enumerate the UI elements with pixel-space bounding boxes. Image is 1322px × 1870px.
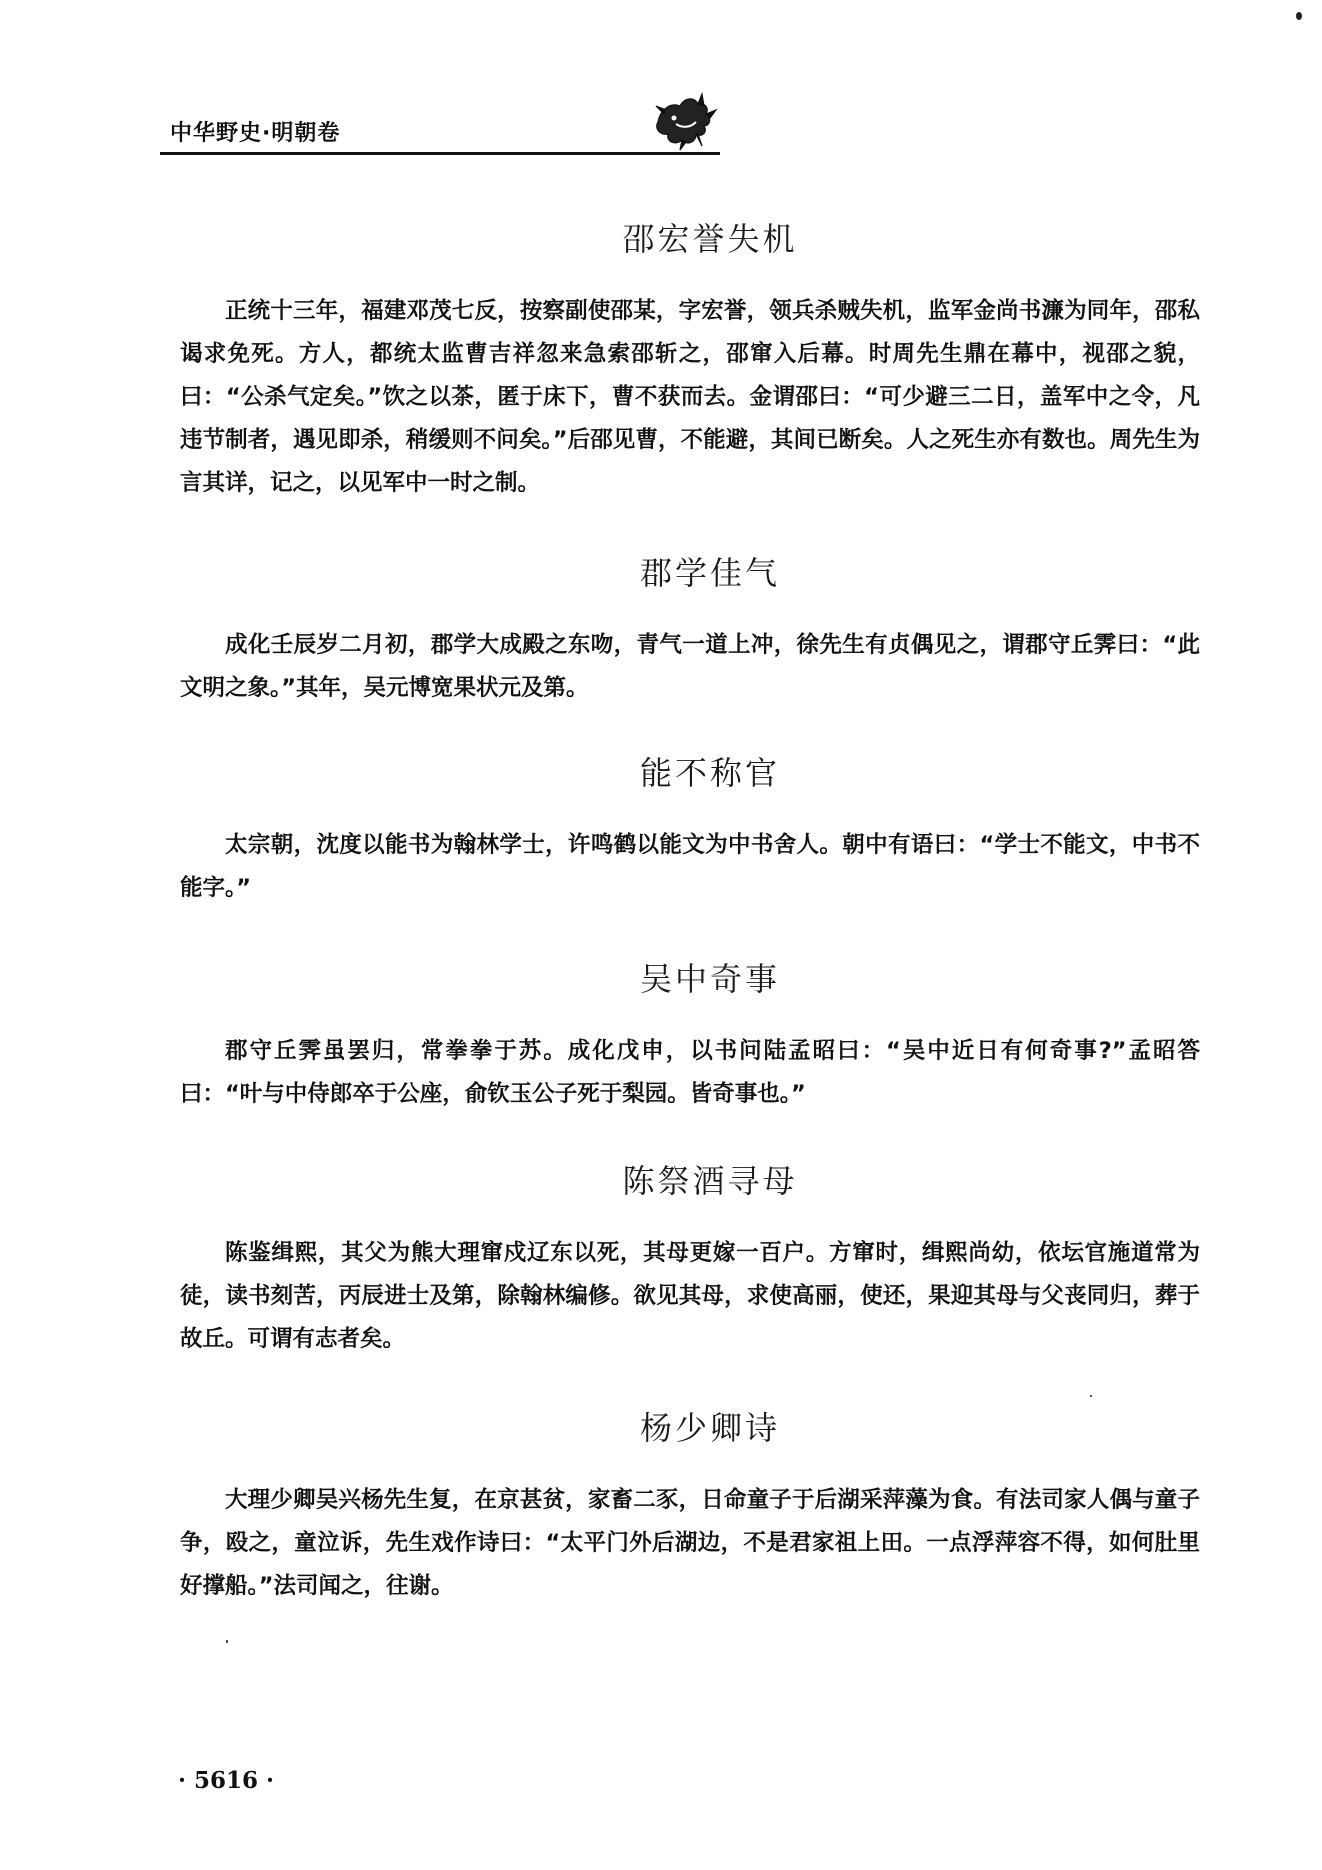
article-title: 陈祭酒寻母 [622,1162,798,1200]
article-title: 杨少卿诗 [639,1409,780,1447]
article-body: 陈鉴缉熙，其父为熊大理窜戍辽东以死，其母更嫁一百户。方窜时，缉熙尚幼，依坛官施道常为徒，读书刻苦，丙辰进士及第，除翰林编修。欲见其母，求使高丽，使还，果迎其母与父丧同归，葬于故丘。可谓有志者矣。 [180,1240,1200,1352]
page-header [160,112,720,160]
scan-speck [1090,1395,1092,1397]
article-body: 太宗朝，沈度以能书为翰林学士，许鸣鹤以能文为中书舍人。朝中有语曰：“学士不能文，中书不能字。” [180,832,1200,901]
article-body: 正统十三年，福建邓茂七反，按察副使邵某，字宏誉，领兵杀贼失机，监军金尚书濂为同年，邵私谒求免死。方人，都统太监曹吉祥忽来急索邵斩之，邵窜入后幕。时周先生鼎在幕中，视邵之貌，曰：“公杀气定矣。”饮之以茶，匿于床下，曹不获而去。金谓邵曰：“可少避三二日，盖军中之令，凡违节制者，遇见即杀，稍缓则不问矣。”后邵见曹，不能避，其间已断矣。人之死生亦有数也。周先生为言其详，记之，以见军中一时之制。 [180,298,1200,496]
article [180,954,1200,1116]
article [180,548,1200,710]
article-title: 能不称官 [639,754,780,792]
article-title: 邵宏誉失机 [622,220,798,258]
article-title: 郡学佳气 [639,554,780,592]
dragon-emblem-icon [650,92,720,154]
article-body: 郡守丘霁虽罢归，常拳拳于苏。成化戊申，以书问陆孟昭曰：“吴中近日有何奇事?”孟昭答曰：“叶与中侍郎卒于公座，俞钦玉公子死于梨园。皆奇事也。” [180,1038,1200,1107]
header-rule [160,152,720,155]
book-title: 中华野史·明朝卷 [170,121,341,146]
article-body: 成化壬辰岁二月初，郡学大成殿之东吻，青气一道上冲，徐先生有贞偶见之，谓郡守丘霁曰：“此文明之象。”其年，吴元博宽果状元及第。 [180,632,1200,701]
page-number: · 5616 · [178,1767,275,1794]
scan-speck [1296,12,1302,20]
article-title: 吴中奇事 [639,960,780,998]
scan-speck [226,1640,228,1643]
article-body: 大理少卿吴兴杨先生复，在京甚贫，家畜二豕，日命童子于后湖采萍藻为食。有法司家人偶与童子争，殴之，童泣诉，先生戏作诗曰：“太平门外后湖边，不是君家祖上田。一点浮萍容不得，如何肚里好撑船。”法司闻之，往谢。 [180,1487,1200,1599]
article [180,1156,1200,1361]
article [180,214,1200,505]
article [180,748,1200,910]
article [180,1403,1200,1608]
